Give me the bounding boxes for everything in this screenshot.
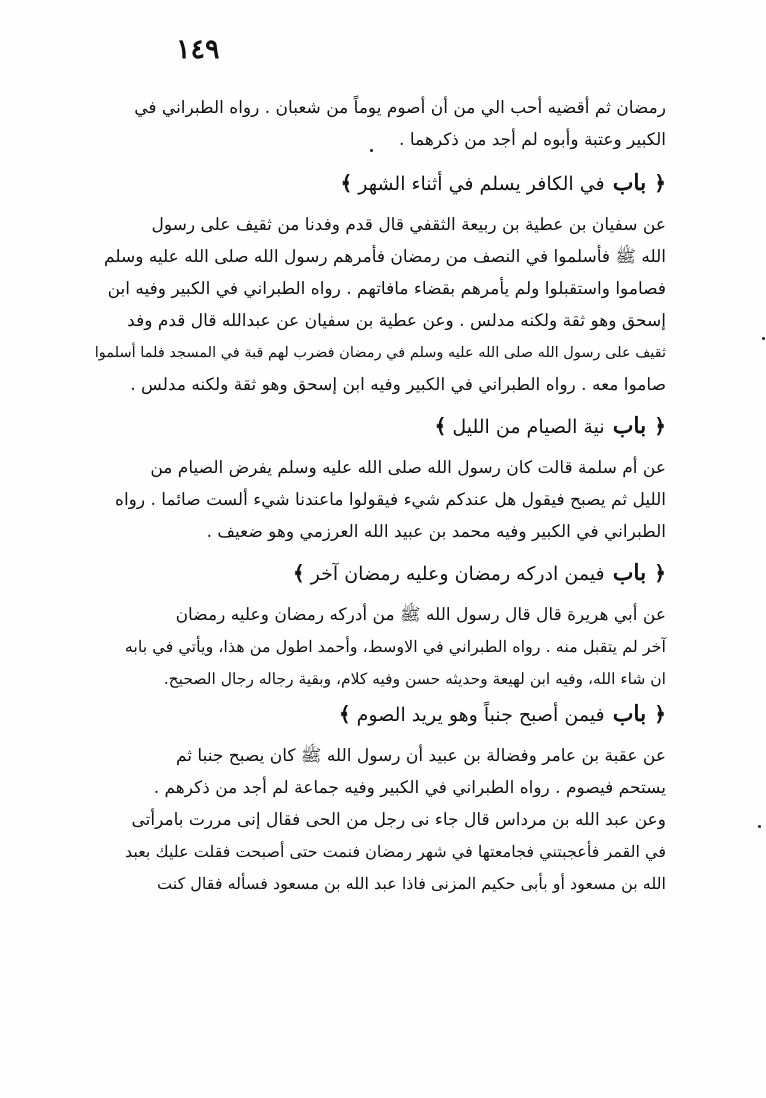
ornament-bracket-right: ﴿ [654, 561, 666, 585]
section-paragraph [88, 599, 666, 695]
text-line: عن سفيان بن عطية بن ربيعة الثقفي قال قدم وفدنا من ثقيف على رسول [151, 215, 666, 235]
section-paragraph [88, 452, 666, 548]
text-line: الكبير وعتبة وأبوه لم أجد من ذكرهما . [399, 130, 666, 150]
chapter-title: فيمن ادركه رمضان وعليه رمضان آخر [310, 563, 605, 585]
text-line: ان شاء الله، وفيه ابن لهيعة وحديثه حسن وفيه كلام، وبقية رجاله رجال الصحيح. [163, 670, 666, 688]
text-line: وعن عبد الله بن مرداس قال جاء نى رجل من الحى فقال إنى مررت بامرأتى [131, 810, 666, 830]
chapter-title: فيمن أصبح جنباً وهو يريد الصوم [356, 704, 605, 726]
text-line: عن أبي هريرة قال قال رسول الله ﷺ من أدركه رمضان وعليه رمضان [175, 605, 666, 625]
text-line: فصاموا واستقبلوا ولم يأمرهم بقضاء مافاتهم . رواه الطبراني في الكبير وفيه ابن [107, 279, 666, 299]
chapter-label: باب [612, 560, 647, 586]
ornament-bracket-left: ﴾ [292, 561, 305, 585]
text-line: في القمر فأعجبتني فجامعتها في شهر رمضان فنمت حتى أصبحت فقلت عليك بعبد [124, 842, 666, 861]
text-line: إسحق وهو ثقة ولكنه مدلس . وعن عطية بن سفيان عن عبدالله قال قدم وفد [127, 311, 666, 331]
ornament-bracket-right: ﴿ [654, 171, 666, 195]
ornament-bracket-right: ﴿ [654, 414, 666, 438]
scan-speck [758, 825, 761, 828]
page-body [88, 92, 666, 900]
ornament-bracket-right: ﴿ [654, 702, 666, 726]
page-number: ١٤٩ [176, 34, 220, 65]
text-line: رمضان ثم أقضيه أحب الي من أن أصوم يوماً من شعبان . رواه الطبراني في [134, 98, 666, 118]
text-line: الله ﷺ فأسلموا في النصف من رمضان فأمرهم رسول الله صلى الله عليه وسلم [104, 247, 666, 267]
section-paragraph [88, 209, 666, 401]
chapter-label: باب [612, 170, 647, 196]
text-line: الليل ثم يصبح فيقول هل عندكم شيء فيقولوا ماعندنا شيء ألست صائما . رواه [115, 490, 666, 510]
scan-speck [370, 149, 373, 152]
chapter-heading [88, 170, 666, 197]
text-line: الطبراني في الكبير وفيه محمد بن عبيد الله العرزمي وهو ضعيف . [206, 522, 666, 542]
text-line: آخر لم يتقبل منه . رواه الطبراني في الاوسط، وأحمد اطول من هذا، ويأتي في بابه [124, 637, 666, 656]
chapter-heading [88, 413, 666, 440]
chapter-title: في الكافر يسلم في أثناء الشهر [358, 173, 605, 195]
ornament-bracket-left: ﴾ [338, 702, 351, 726]
ornament-bracket-left: ﴾ [434, 414, 447, 438]
chapter-heading [88, 560, 666, 587]
chapter-heading [88, 701, 666, 728]
chapter-label: باب [612, 701, 647, 727]
intro-paragraph [88, 92, 666, 156]
chapter-title: نية الصيام من الليل [452, 416, 605, 438]
text-line: الله بن مسعود أو بأبى حكيم المزنى فاذا عبد الله بن مسعود فسأله فقال كنت [157, 874, 666, 893]
text-line: يستحم فيصوم . رواه الطبراني في الكبير وفيه جماعة لم أجد من ذكرهم . [153, 778, 666, 798]
text-line: عن أم سلمة قالت كان رسول الله صلى الله عليه وسلم يفرض الصيام من [150, 458, 666, 478]
scan-speck [762, 337, 765, 340]
text-line: صاموا معه . رواه الطبراني في الكبير وفيه ابن إسحق وهو ثقة ولكنه مدلس . [130, 375, 666, 395]
ornament-bracket-left: ﴾ [340, 171, 353, 195]
text-line: عن عقبة بن عامر وفضالة بن عبيد أن رسول الله ﷺ كان يصبح جنبا ثم [175, 746, 666, 766]
section-paragraph [88, 740, 666, 900]
chapter-label: باب [612, 413, 647, 439]
text-line: ثقيف على رسول الله صلى الله عليه وسلم في رمضان فضرب لهم قبة في المسجد فلما أسلموا [94, 345, 666, 361]
